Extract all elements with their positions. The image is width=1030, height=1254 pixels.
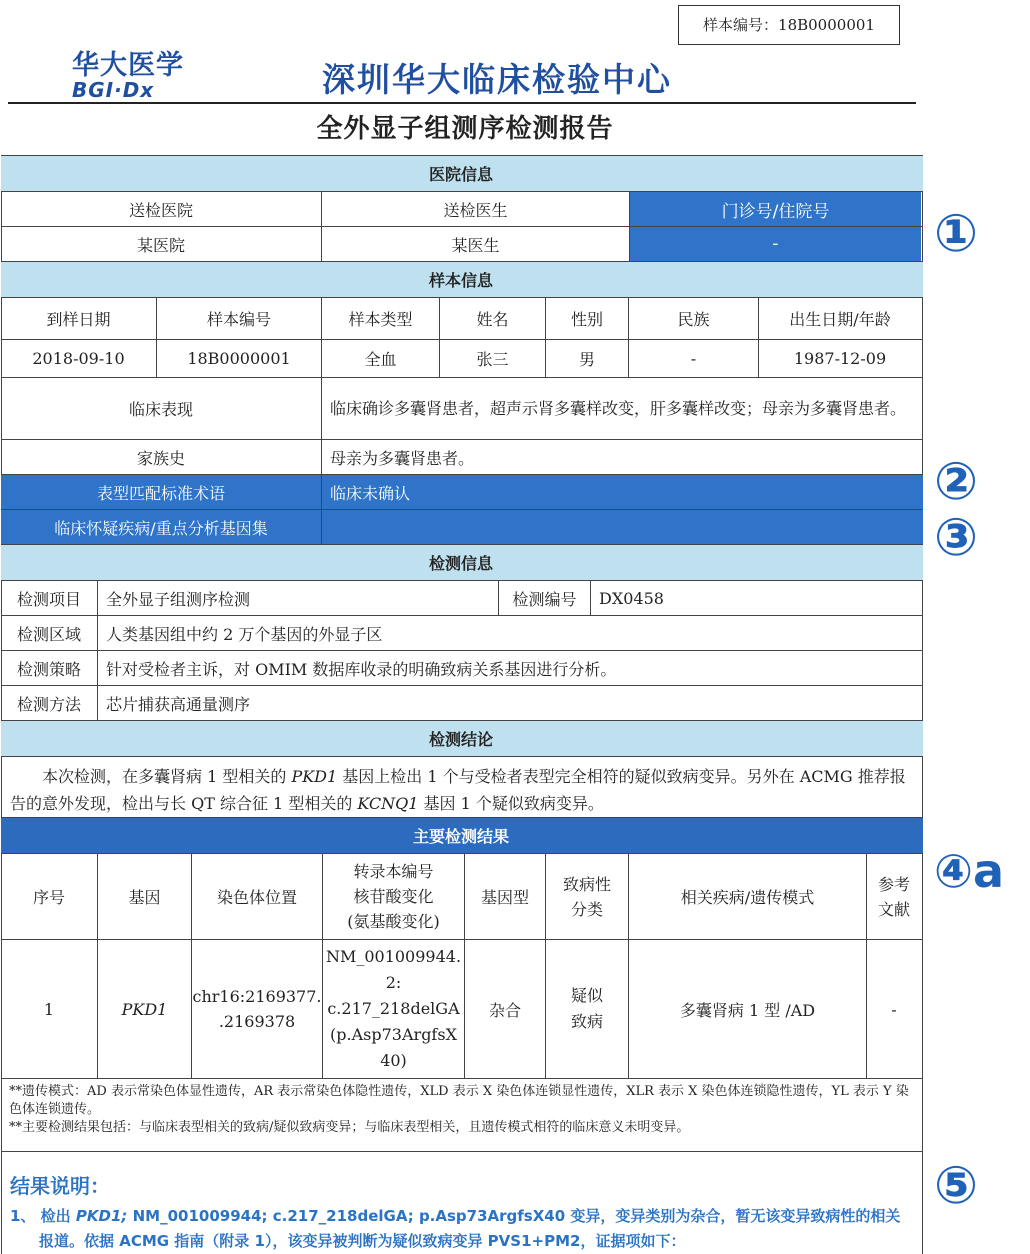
result-pathogenicity [545,940,628,1078]
hospital-section-header [1,156,923,192]
family-label: 家族史 [136,448,185,468]
explanation-line: 报道。依据 ACMG 指南（附录 1），该变异被判断为疑似致病变异 PVS1+PM2，证据项如下： [39,1232,686,1250]
item-text: NM_001009944; c.217_218delGA; p.Asp73ArgfsX40 变异，变异类别为杂合，暂无该变异致病性的相关 [127,1207,901,1225]
hospital-value-row [1,227,923,262]
outpatient-value: - [629,227,921,261]
test-strategy-label: 检测策略 [16,659,81,679]
result-disease: 多囊肾病 1 型 /AD [628,940,866,1078]
sample-section-header [1,262,923,298]
results-header-no: 序号 [32,888,65,907]
path-line: 致病 [570,1012,603,1031]
conclusion-part: 基因上检出 1 个与受检者表型完全相符的疑似致病变异。另外在 ACMG 推荐报告的意外发现，检出与长 QT 综合征 1 型相关的 [10,767,906,813]
suspected-label: 临床怀疑疾病/重点分析基因集 [54,518,268,538]
bgi-logo [72,52,212,102]
conclusion-part: 本次检测，在多囊肾病 1 型相关的 [42,767,292,786]
outpatient-label: 门诊号/住院号 [629,192,921,226]
results-header-position: 染色体位置 [191,854,322,939]
suspected-value [321,510,921,544]
sample-value-cell: 全血 [321,340,439,377]
gene-name: PKD1 [291,767,338,786]
sample-value-cell: 张三 [439,340,545,377]
test-code-label: 检测编号 [498,581,590,615]
result-gene: PKD1 [97,940,191,1078]
sample-header-cell: 样本编号 [156,298,321,339]
transcript-line: NM_001009944. [325,947,462,966]
section-title: 检测信息 [428,554,493,573]
test-strategy-value: 针对受检者主诉，对 OMIM 数据库收录的明确致病关系基因进行分析。 [97,651,921,685]
sample-header-row [1,298,923,340]
test-strategy-row [1,651,923,686]
family-row [1,440,923,475]
marker-2: ② [934,452,979,512]
sample-header-cell: 姓名 [439,298,545,339]
header-line: 转录本编号 [353,862,434,881]
header-line: (氨基酸变化) [347,912,440,931]
transcript-line: c.217_218delGA [327,999,460,1018]
section-title: 主要检测结果 [412,827,509,846]
sample-header-cell: 出生日期/年龄 [758,298,921,339]
section-title: 检测结论 [428,730,493,749]
header-line: 文献 [877,899,910,919]
test-item-row [1,581,923,616]
conclusion-text [10,763,915,817]
test-item-label: 检测项目 [16,589,81,609]
results-header-disease: 相关疾病/遗传模式 [628,854,866,939]
phenotype-row [1,475,923,510]
clinical-row [1,378,923,440]
conclusion-section-header [1,721,923,757]
test-region-value: 人类基因组中约 2 万个基因的外显子区 [97,616,921,650]
clinical-label: 临床表现 [128,400,193,419]
position-line: chr16:2169377. [192,987,322,1006]
marker-1: ① [934,204,979,264]
doctor-value: 某医生 [321,227,629,261]
sample-header-cell: 样本类型 [321,298,439,339]
notes [9,1083,919,1137]
transcript-line: (p.Asp73ArgfsX [330,1025,457,1044]
test-code-value: DX0458 [590,581,921,615]
results-data-row [1,940,923,1079]
explanation-text [10,1204,915,1254]
sample-header-cell: 民族 [628,298,758,339]
results-header-transcript [322,854,464,939]
header-line: 分类 [570,899,603,919]
test-method-row [1,686,923,721]
results-header-gene: 基因 [97,854,191,939]
hospital-header-row [1,192,923,227]
result-no: 1 [43,999,55,1019]
report-title: 全外显子组测序检测报告 [316,114,614,144]
sample-number-box: 样本编号：18B0000001 [678,5,900,45]
test-method-value: 芯片捕获高通量测序 [97,686,921,720]
path-line: 疑似 [570,986,603,1005]
results-section-header [1,818,923,854]
hospital-value: 某医院 [136,235,185,255]
result-transcript [322,940,464,1078]
section-title: 医院信息 [428,165,493,184]
sample-value-cell: 1987-12-09 [758,340,921,377]
results-header-pathogenicity [545,854,628,939]
header-divider [8,102,916,104]
doctor-label: 送检医生 [321,192,629,226]
phenotype-label: 表型匹配标准术语 [96,483,225,503]
sample-header-cell: 性别 [545,298,628,339]
sample-value-row [1,340,923,378]
logo-chinese: 华大医学 [72,50,184,81]
family-value: 母亲为多囊肾患者。 [321,440,921,474]
sample-header-cell: 到样日期 [46,310,111,329]
gene-name: KCNQ1 [357,794,419,813]
test-region-row [1,616,923,651]
test-section-header [1,545,923,581]
explanation-line [10,1204,915,1229]
note-line: **遗传模式：AD 表示常染色体显性遗传，AR 表示常染色体隐性遗传，XLD 表示 X 染色体连锁显性遗传，XLR 表示 X 染色体连锁隐性遗传，YL 表示 Y 染色体连锁遗传。 [9,1084,909,1117]
sample-value-cell: 18B0000001 [156,340,321,377]
test-region-label: 检测区域 [16,624,81,644]
test-method-label: 检测方法 [16,694,81,714]
test-item-value: 全外显子组测序检测 [97,581,498,615]
center-name: 深圳华大临床检验中心 [322,60,672,99]
conclusion-part: 基因 1 个疑似致病变异。 [418,794,604,813]
results-header-genotype: 基因型 [464,854,545,939]
phenotype-value: 临床未确认 [321,475,921,509]
sample-value-cell: 2018-09-10 [32,349,125,368]
marker-4a: ④a [934,844,1004,898]
results-header-reference [866,854,921,939]
explanation-title: 结果说明： [10,1174,110,1198]
item-prefix: 1、 检出 [10,1207,76,1225]
marker-5: ⑤ [934,1156,979,1216]
result-reference: - [866,940,921,1078]
note-line: **主要检测结果包括：与临床表型相关的致病/疑似致病变异；与临床表型相关，且遗传模式相符的临床意义未明变异。 [9,1120,690,1135]
result-position [191,940,322,1078]
sample-value-cell: - [628,340,758,377]
suspected-row [1,510,923,545]
header-line: 致病性 [562,874,611,894]
logo-english: BGI·Dx [72,78,155,102]
header-line: 核苷酸变化 [353,887,434,906]
transcript-line: 2: [385,973,402,992]
sample-value-cell: 男 [545,340,628,377]
transcript-line: 40) [380,1051,407,1070]
result-genotype: 杂合 [464,940,545,1078]
position-line: .2169378 [218,1012,296,1031]
results-header-row [1,854,923,940]
header-line: 参考 [877,874,910,894]
hospital-label: 送检医院 [128,200,193,220]
section-title: 样本信息 [428,271,493,290]
marker-3: ③ [934,508,979,568]
clinical-value: 临床确诊多囊肾患者，超声示肾多囊样改变，肝多囊样改变；母亲为多囊肾患者。 [321,378,921,439]
gene-name: PKD1; [75,1207,128,1225]
